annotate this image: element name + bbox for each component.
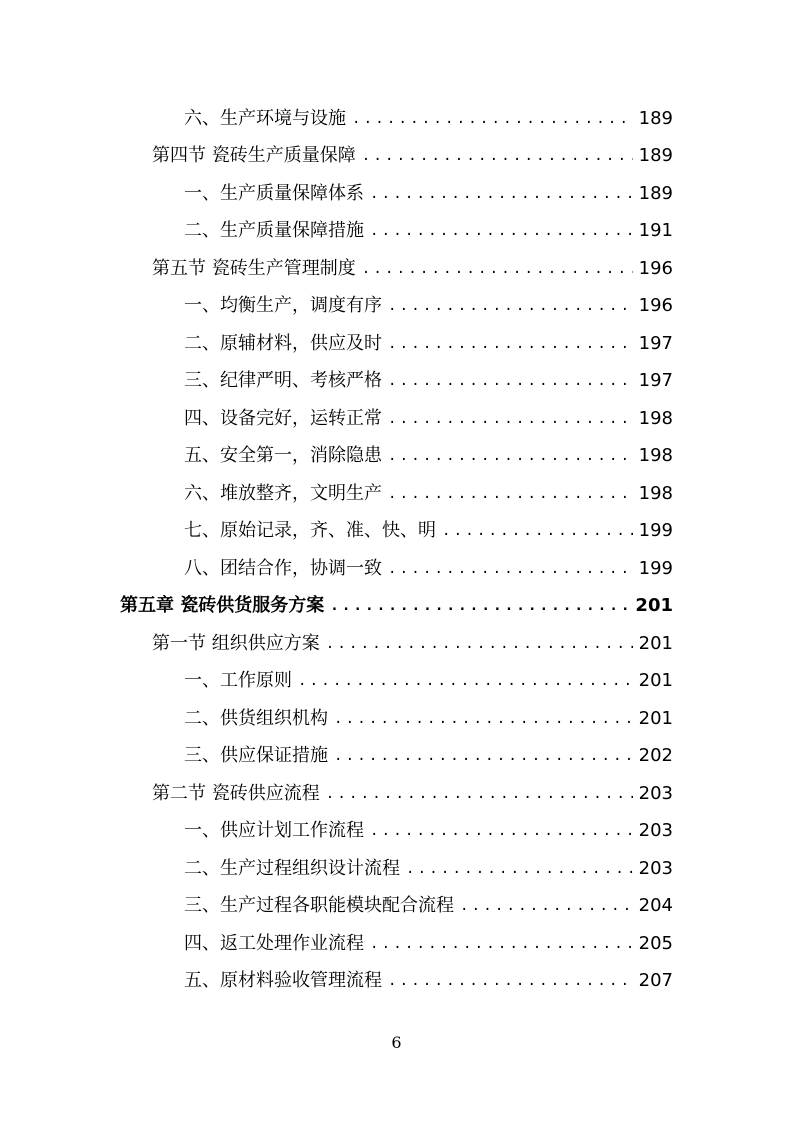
toc-dot-leader bbox=[388, 408, 633, 430]
toc-entry-page-number: 196 bbox=[638, 295, 673, 317]
toc-dot-leader bbox=[370, 220, 633, 242]
toc-entry-title: 三、纪律严明、考核严格 bbox=[184, 370, 382, 392]
toc-item-entry[interactable] bbox=[0, 888, 793, 926]
toc-entry-title: 二、供货组织机构 bbox=[184, 707, 328, 729]
toc-chapter-entry[interactable] bbox=[0, 588, 793, 626]
toc-item-entry[interactable] bbox=[0, 400, 793, 438]
toc-entry-page-number: 203 bbox=[638, 782, 673, 804]
toc-item-entry[interactable] bbox=[0, 100, 793, 138]
toc-entry-page-number: 198 bbox=[638, 407, 673, 429]
toc-entry-title: 第五章 瓷砖供货服务方案 bbox=[120, 595, 325, 617]
toc-dot-leader bbox=[388, 445, 633, 467]
toc-entry-page-number: 201 bbox=[638, 707, 673, 729]
toc-item-entry[interactable] bbox=[0, 175, 793, 213]
toc-dot-leader bbox=[388, 370, 633, 392]
toc-dot-leader bbox=[406, 858, 633, 880]
toc-dot-leader bbox=[362, 145, 633, 167]
toc-entry-page-number: 189 bbox=[638, 107, 673, 129]
toc-entry-title: 五、原材料验收管理流程 bbox=[184, 970, 382, 992]
toc-dot-leader bbox=[370, 820, 633, 842]
toc-dot-leader bbox=[352, 108, 633, 130]
table-of-contents bbox=[0, 100, 793, 1000]
toc-entry-page-number: 203 bbox=[638, 820, 673, 842]
page-number: 6 bbox=[391, 1033, 402, 1052]
toc-section-entry[interactable] bbox=[0, 250, 793, 288]
toc-item-entry[interactable] bbox=[0, 438, 793, 476]
toc-item-entry[interactable] bbox=[0, 475, 793, 513]
toc-item-entry[interactable] bbox=[0, 700, 793, 738]
toc-dot-leader bbox=[326, 783, 633, 805]
toc-entry-page-number: 189 bbox=[638, 182, 673, 204]
toc-entry-page-number: 207 bbox=[638, 970, 673, 992]
toc-item-entry[interactable] bbox=[0, 213, 793, 251]
toc-entry-title: 四、返工处理作业流程 bbox=[184, 932, 364, 954]
toc-entry-page-number: 191 bbox=[638, 220, 673, 242]
toc-dot-leader bbox=[388, 295, 633, 317]
toc-entry-title: 三、供应保证措施 bbox=[184, 745, 328, 767]
toc-entry-title: 一、工作原则 bbox=[184, 670, 292, 692]
toc-item-entry[interactable] bbox=[0, 513, 793, 551]
toc-entry-page-number: 199 bbox=[638, 520, 673, 542]
toc-entry-page-number: 197 bbox=[638, 332, 673, 354]
toc-entry-page-number: 201 bbox=[635, 595, 673, 617]
toc-dot-leader bbox=[388, 483, 633, 505]
toc-entry-title: 第五节 瓷砖生产管理制度 bbox=[152, 257, 356, 279]
toc-entry-title: 二、原辅材料，供应及时 bbox=[184, 332, 382, 354]
toc-entry-title: 八、团结合作，协调一致 bbox=[184, 557, 382, 579]
toc-item-entry[interactable] bbox=[0, 850, 793, 888]
toc-entry-page-number: 201 bbox=[638, 670, 673, 692]
toc-entry-title: 五、安全第一，消除隐患 bbox=[184, 445, 382, 467]
toc-entry-page-number: 197 bbox=[638, 370, 673, 392]
toc-dot-leader bbox=[362, 258, 633, 280]
toc-dot-leader bbox=[334, 708, 633, 730]
toc-entry-title: 六、堆放整齐，文明生产 bbox=[184, 482, 382, 504]
toc-dot-leader bbox=[442, 520, 633, 542]
toc-entry-title: 七、原始记录，齐、准、快、明 bbox=[184, 520, 436, 542]
toc-section-entry[interactable] bbox=[0, 138, 793, 176]
toc-entry-page-number: 204 bbox=[638, 895, 673, 917]
toc-entry-title: 三、生产过程各职能模块配合流程 bbox=[184, 895, 454, 917]
toc-section-entry[interactable] bbox=[0, 625, 793, 663]
toc-section-entry[interactable] bbox=[0, 775, 793, 813]
toc-entry-page-number: 201 bbox=[638, 632, 673, 654]
toc-item-entry[interactable] bbox=[0, 288, 793, 326]
toc-entry-title: 第二节 瓷砖供应流程 bbox=[152, 782, 320, 804]
toc-entry-title: 四、设备完好，运转正常 bbox=[184, 407, 382, 429]
toc-entry-page-number: 205 bbox=[638, 932, 673, 954]
toc-dot-leader bbox=[326, 633, 633, 655]
toc-dot-leader bbox=[370, 933, 633, 955]
toc-entry-title: 二、生产质量保障措施 bbox=[184, 220, 364, 242]
toc-dot-leader bbox=[388, 333, 633, 355]
toc-entry-page-number: 198 bbox=[638, 445, 673, 467]
toc-dot-leader bbox=[370, 183, 633, 205]
toc-dot-leader bbox=[388, 558, 633, 580]
toc-entry-title: 一、生产质量保障体系 bbox=[184, 182, 364, 204]
toc-entry-page-number: 202 bbox=[638, 745, 673, 767]
toc-entry-page-number: 203 bbox=[638, 857, 673, 879]
toc-item-entry[interactable] bbox=[0, 738, 793, 776]
toc-item-entry[interactable] bbox=[0, 663, 793, 701]
toc-dot-leader bbox=[298, 670, 633, 692]
toc-entry-title: 一、均衡生产，调度有序 bbox=[184, 295, 382, 317]
toc-item-entry[interactable] bbox=[0, 550, 793, 588]
toc-item-entry[interactable] bbox=[0, 363, 793, 401]
toc-entry-page-number: 199 bbox=[638, 557, 673, 579]
toc-item-entry[interactable] bbox=[0, 813, 793, 851]
toc-item-entry[interactable] bbox=[0, 963, 793, 1001]
toc-item-entry[interactable] bbox=[0, 925, 793, 963]
toc-dot-leader bbox=[460, 895, 633, 917]
toc-entry-page-number: 196 bbox=[638, 257, 673, 279]
toc-dot-leader bbox=[330, 595, 629, 617]
toc-entry-title: 六、生产环境与设施 bbox=[184, 107, 346, 129]
toc-dot-leader bbox=[388, 970, 633, 992]
toc-entry-title: 一、供应计划工作流程 bbox=[184, 820, 364, 842]
toc-entry-page-number: 198 bbox=[638, 482, 673, 504]
toc-dot-leader bbox=[334, 745, 633, 767]
toc-entry-title: 二、生产过程组织设计流程 bbox=[184, 857, 400, 879]
toc-entry-page-number: 189 bbox=[638, 145, 673, 167]
toc-entry-title: 第一节 组织供应方案 bbox=[152, 632, 320, 654]
toc-entry-title: 第四节 瓷砖生产质量保障 bbox=[152, 145, 356, 167]
toc-item-entry[interactable] bbox=[0, 325, 793, 363]
